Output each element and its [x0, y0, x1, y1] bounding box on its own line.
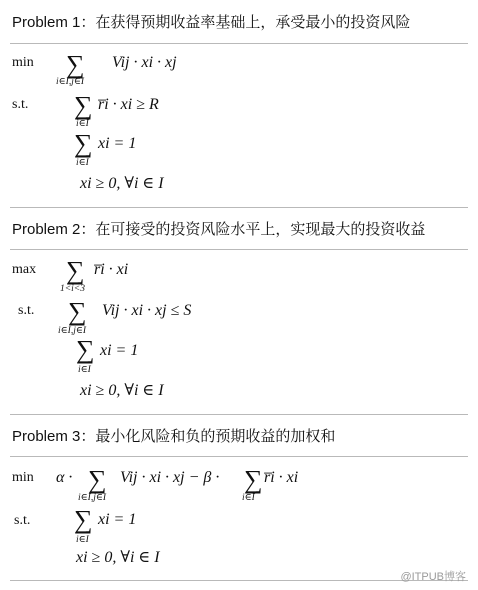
constraint-expression: xi ≥ 0, ∀i ∈ I	[76, 549, 160, 566]
problem-3-formula	[12, 465, 298, 566]
objective-keyword: min	[12, 470, 34, 485]
watermark: @ITPUB博客	[400, 571, 466, 583]
sum-index: i∈I	[76, 158, 89, 168]
sum-symbol: ∑	[66, 50, 85, 79]
objective-expression: Vij · xi · xj	[112, 54, 177, 71]
sum-symbol: ∑	[74, 91, 93, 120]
constraint-expression: xi ≥ 0, ∀i ∈ I	[80, 382, 164, 399]
sum-index: i∈I	[76, 119, 89, 129]
constraint-expression: Vij · xi · xj ≤ S	[102, 302, 192, 319]
objective-keyword: min	[12, 55, 34, 70]
sum-symbol: ∑	[74, 129, 93, 158]
problem-2-formula	[12, 256, 191, 399]
sum-index: i∈I,j∈I	[56, 77, 85, 87]
constraint-expression: xi = 1	[98, 511, 137, 528]
sum-index: i∈I,j∈I	[58, 326, 87, 336]
sum-symbol: ∑	[76, 335, 95, 364]
problem-3-heading: Problem 3：最小化风险和负的预期收益的加权和	[12, 428, 336, 445]
constraint-keyword: s.t.	[12, 97, 29, 112]
objective-prefix: α ·	[56, 469, 73, 486]
objective-keyword: max	[12, 262, 37, 277]
objective-expression: Vij · xi · xj − β ·	[120, 469, 220, 486]
constraint-keyword: s.t.	[18, 303, 35, 318]
constraint-expression: xi = 1	[100, 342, 139, 359]
problem-2-heading: Problem 2：在可接受的投资风险水平上，实现最大的投资收益	[12, 221, 426, 238]
sum-index: i∈I	[76, 535, 89, 545]
constraint-expression: xi = 1	[98, 135, 137, 152]
sum-index: 1<i<3	[60, 284, 85, 294]
objective-expression: r̅i · xi	[94, 261, 129, 278]
constraint-expression: r̅i · xi ≥ R	[98, 96, 159, 113]
objective-expression: r̅i · xi	[264, 469, 299, 486]
problem-1-heading: Problem 1：在获得预期收益率基础上，承受最小的投资风险	[12, 14, 411, 31]
sum-symbol: ∑	[88, 465, 107, 494]
constraint-keyword: s.t.	[14, 513, 31, 528]
sum-symbol: ∑	[74, 505, 93, 534]
sum-index: i∈I,j∈I	[78, 493, 107, 503]
sum-symbol: ∑	[244, 465, 263, 494]
sum-index: i∈I	[242, 493, 255, 503]
constraint-expression: xi ≥ 0, ∀i ∈ I	[80, 175, 164, 192]
sum-index: i∈I	[78, 365, 91, 375]
sum-symbol: ∑	[68, 297, 87, 326]
sum-symbol: ∑	[66, 256, 85, 285]
problem-1-formula	[12, 50, 177, 192]
